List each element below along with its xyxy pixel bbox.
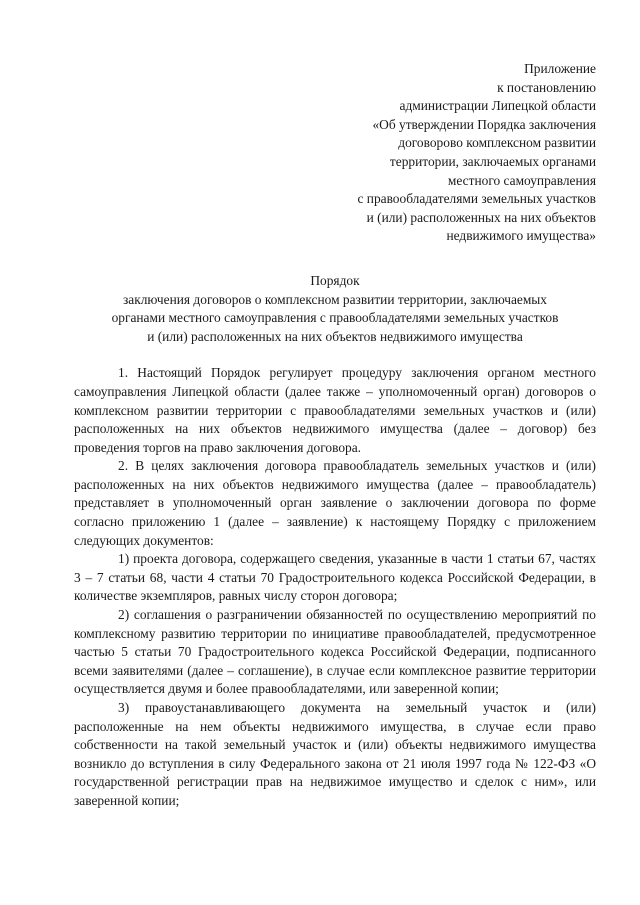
appendix-header (74, 60, 596, 246)
paragraph: 2) соглашения о разграничении обязанностей по осуществлению мероприятий по комплексному развитию территории по инициативе правообладателей, предусмотренное частью 5 статьи 70 Градостроительного кодекса Российской Федерации, подписанного всеми заявителями (далее – соглашение), в случае если комплексное развитие территории осуществляется двумя и более правообладателями, или заверенной копии; (74, 607, 596, 697)
title-line: органами местного самоуправления с правообладателями земельных участков (111, 310, 559, 326)
appendix-line: недвижимого имущества» (446, 228, 596, 244)
paragraph: 2. В целях заключения договора правообладатель земельных участков и (или) расположенных на них объектов недвижимого имущества (далее – правообладатель) представляет в уполномоченный орган заявление о заключении договора по форме согласно приложению 1 (далее – заявление) к настоящему Порядку с приложением следующих документов: (74, 458, 596, 548)
paragraph: 3) правоустанавливающего документа на земельный участок и (или) расположенные на нем объекты недвижимого имущества, в случае если право собственности на такой земельный участок и (или) объекты недвижимого имущества возникло до вступления в силу Федерального закона от 21 июля 1997 года № 122-ФЗ «О государственной регистрации прав на недвижимое имущество и сделок с ним», или заверенной копии; (74, 700, 596, 808)
document-title (74, 272, 596, 346)
appendix-line: местного самоуправления (447, 172, 596, 188)
appendix-line: Приложение (524, 61, 596, 76)
appendix-line: договоровo комплексном развитии (398, 135, 596, 151)
appendix-line: территории, заключаемых органами (389, 153, 596, 169)
document-body (74, 364, 596, 810)
appendix-line: к постановлению (497, 79, 596, 95)
appendix-line: и (или) расположенных на них объектов (366, 209, 596, 225)
title-line: и (или) расположенных на них объектов недвижимого имущества (147, 328, 523, 344)
title-heading: Порядок (310, 272, 360, 288)
title-line: заключения договоров о комплексном развитии территории, заключаемых (123, 291, 547, 307)
paragraph: 1) проекта договора, содержащего сведения, указанные в части 1 статьи 67, частях 3 – 7 статьи 68, части 4 статьи 70 Градостроительного кодекса Российской Федерации, в количестве экземпляров, равных числу сторон договора; (74, 551, 596, 604)
appendix-line: с правообладателями земельных участков (357, 191, 596, 207)
appendix-line: «Об утверждении Порядка заключения (372, 116, 596, 132)
appendix-line: администрации Липецкой области (399, 98, 596, 114)
paragraph: 1. Настоящий Порядок регулирует процедуру заключения органом местного самоуправления Липецкой области (далее также – уполномоченный орган) договоров о комплексном развитии территории с правообладателями земельных участков и (или) расположенных на них объектов недвижимого имущества (далее – договор) без проведения торгов на право заключения договора. (74, 365, 596, 455)
